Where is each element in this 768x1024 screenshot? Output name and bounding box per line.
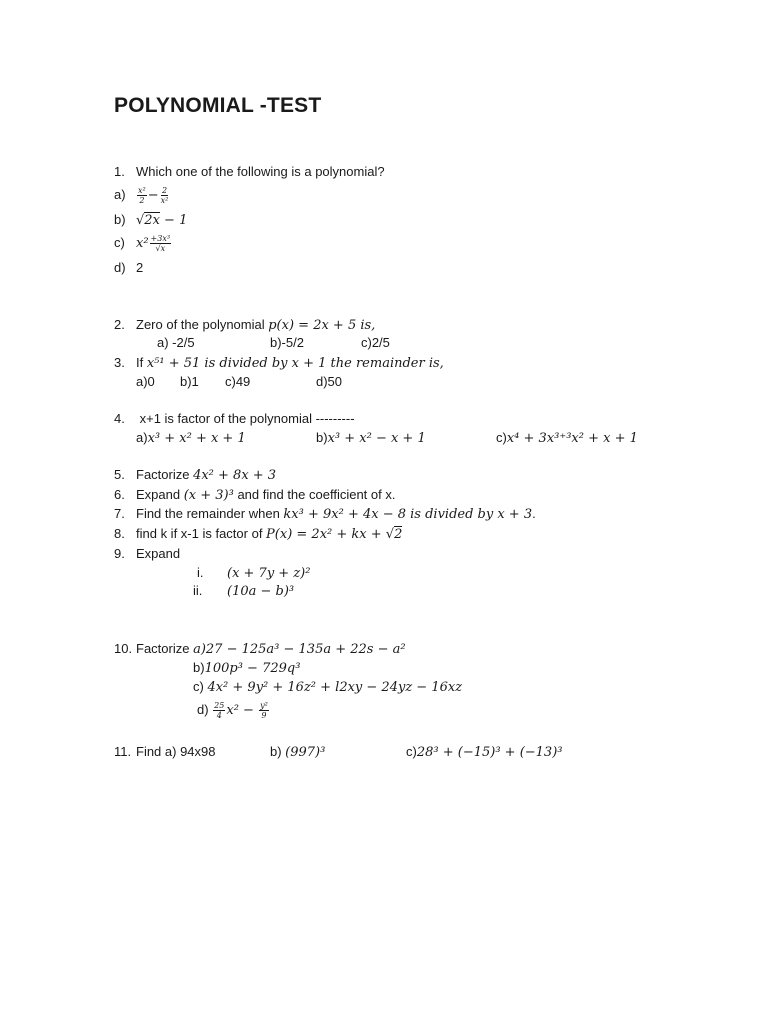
- q9-part-i: (x + 7y + z)²: [227, 566, 311, 581]
- question-6: 6. Expand (x + 3)³ and find the coefficient of x.: [114, 487, 396, 503]
- q4-option-a: a)x³ + x² + x + 1: [136, 430, 246, 446]
- fraction: $\frac{\text{x²}}{2}$: [138, 186, 146, 206]
- fraction: $\frac{25}{4}$: [214, 701, 225, 721]
- q4-option-c: c)x⁴ + 3x³⁺³x² + x + 1: [496, 430, 638, 446]
- q9-part-ii-label: ii.: [193, 583, 203, 598]
- question-text: Which one of the following is a polynomial?: [136, 164, 385, 179]
- q2-option-b: b)-5/2: [270, 335, 304, 350]
- q4-option-b: b)x³ + x² − x + 1: [316, 430, 426, 446]
- question-3: 3. If x⁵¹ + 51 is divided by x + 1 the remainder is,: [114, 355, 444, 371]
- page-title: POLYNOMIAL -TEST: [114, 94, 322, 117]
- q9-part-i-label: i.: [197, 565, 204, 580]
- q1-option-a: a) $\frac{\text{x²}}{2}$ − $\frac{2}{\text{x²}}$: [114, 186, 169, 206]
- question-4: 4. x+1 is factor of the polynomial ---------: [114, 411, 355, 426]
- q10-part-d: d) $\frac{25}{4}$ x² − $\frac{\text{y²}}{9}$: [197, 701, 268, 721]
- question-8: 8. find k if x-1 is factor of P(x) = 2x² + kx + √2: [114, 526, 403, 542]
- question-7: 7. Find the remainder when kx³ + 9x² + 4x − 8 is divided by x + 3.: [114, 506, 536, 522]
- q9-part-ii: (10a − b)³: [227, 584, 295, 599]
- q2-option-a: a) -2/5: [157, 335, 195, 350]
- question-9: 9. Expand: [114, 546, 181, 561]
- q3-option-a: a)0: [136, 374, 155, 389]
- q2-option-c: c)2/5: [361, 335, 390, 350]
- question-2: 2. Zero of the polynomial p(x) = 2x + 5 is,: [114, 317, 376, 333]
- q3-option-b: b)1: [180, 374, 199, 389]
- question-11: 11. Find a) 94x98: [114, 744, 216, 759]
- q3-option-d: d)50: [316, 374, 343, 389]
- fraction: $\frac{2}{\text{x²}}$: [160, 186, 169, 206]
- fraction: $\frac{\text{+3x³}}{√x}$: [150, 234, 171, 254]
- question-10: 10. Factorize a)27 − 125a³ − 135a + 22s − a²: [114, 641, 406, 657]
- q3-option-c: c)49: [225, 374, 251, 389]
- question-1: [114, 164, 385, 180]
- q11-part-c: c)28³ + (−15)³ + (−13)³: [406, 744, 563, 760]
- q11-part-b: b) (997)³: [270, 744, 326, 760]
- q10-part-c: c) 4x² + 9y² + 16z² + l2xy − 24yz − 16xz: [193, 679, 463, 695]
- fraction: $\frac{\text{y²}}{9}$: [260, 701, 268, 721]
- q10-part-b: b)100p³ − 729q³: [193, 660, 301, 676]
- q1-option-d: d) 2: [114, 260, 144, 275]
- q1-option-b: b) √2x − 1: [114, 212, 188, 228]
- question-5: 5. Factorize 4x² + 8x + 3: [114, 467, 277, 483]
- q1-option-c: c) x² $\frac{\text{+3x³}}{√x}$: [114, 234, 171, 254]
- question-number: 1.: [114, 164, 125, 179]
